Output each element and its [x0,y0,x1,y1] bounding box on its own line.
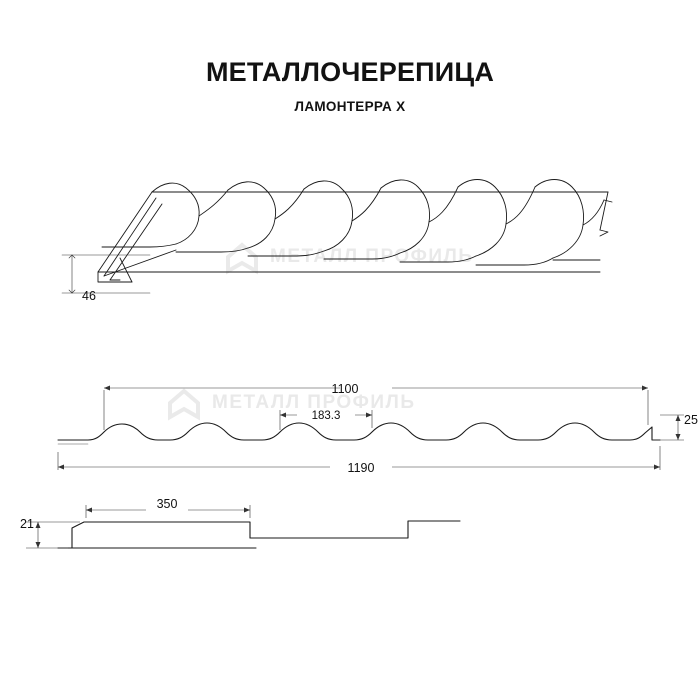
perspective-view [62,180,612,294]
dimension-21: 21 [20,517,34,531]
page-title: МЕТАЛЛОЧЕРЕПИЦА [205,57,495,87]
page-subtitle: ЛАМОНТЕРРА X [294,98,406,114]
watermark-middle [170,391,416,417]
watermark-top [228,245,474,271]
dimension-350: 350 [156,497,178,511]
profile-section-view [58,423,660,444]
dimension-46: 46 [82,289,96,303]
dimension-25: 25 [684,413,698,427]
step-section-view [58,521,460,548]
dimension-1190: 1190 [347,461,375,475]
dimension-183-3: 183.3 [311,410,341,422]
watermark-label: МЕТАЛЛ ПРОФИЛЬ [270,246,474,267]
dimension-1100: 1100 [331,382,359,396]
watermark-label-2: МЕТАЛЛ ПРОФИЛЬ [212,392,416,413]
step-dimension-lines [26,505,250,548]
